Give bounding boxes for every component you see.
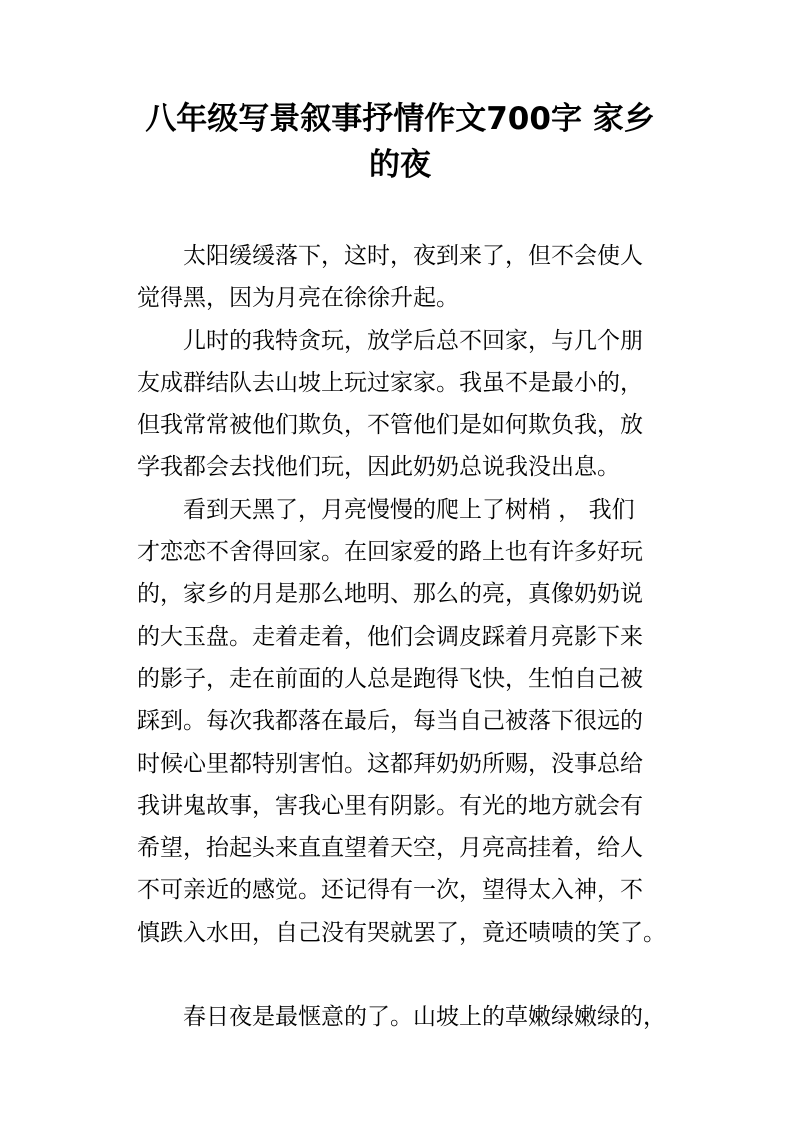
paragraph-2 <box>137 320 697 489</box>
paragraph-line: 的影子，走在前面的人总是跑得飞快，生怕自己被 <box>137 665 643 692</box>
paragraph-line: 友成群结队去山坡上玩过家家。我虽不是最小的， <box>137 369 643 396</box>
paragraph-line: 看到天黑了，月亮慢慢的爬上了树梢 ， 我们 <box>183 496 635 523</box>
title-line-2: 的夜 <box>369 147 431 183</box>
paragraph-line: 慎跌入水田，自己没有哭就罢了，竟还啧啧的笑了。 <box>137 919 666 946</box>
paragraph-line: 学我都会去找他们玩，因此奶奶总说我没出息。 <box>137 454 620 481</box>
paragraph-4 <box>137 996 697 1038</box>
paragraph-line: 才恋恋不舍得回家。在回家爱的路上也有许多好玩 <box>137 539 643 566</box>
paragraph-line: 春日夜是最惬意的了。山坡上的草嫩绿嫩绿的， <box>183 1004 666 1031</box>
title-line-1: 八年级写景叙事抒情作文700字 家乡 <box>145 101 655 137</box>
paragraph-line: 觉得黑，因为月亮在徐徐升起。 <box>137 285 459 312</box>
document-title <box>120 96 680 188</box>
article-body <box>137 235 697 1039</box>
paragraph-line: 的，家乡的月是那么地明、那么的亮，真像奶奶说 <box>137 581 643 608</box>
paragraph-1 <box>137 235 697 320</box>
paragraph-line: 我讲鬼故事，害我心里有阴影。有光的地方就会有 <box>137 792 643 819</box>
paragraph-line: 希望，抬起头来直直望着天空，月亮高挂着，给人 <box>137 835 643 862</box>
paragraph-spacer <box>137 954 697 996</box>
paragraph-line: 不可亲近的感觉。还记得有一次，望得太入神，不 <box>137 877 643 904</box>
paragraph-line: 太阳缓缓落下，这时，夜到来了，但不会使人 <box>183 243 643 269</box>
paragraph-line: 踩到。每次我都落在最后，每当自己被落下很远的 <box>137 708 643 735</box>
paragraph-line: 但我常常被他们欺负，不管他们是如何欺负我，放 <box>137 412 643 439</box>
paragraph-line: 的大玉盘。走着走着，他们会调皮踩着月亮影下来 <box>137 623 643 650</box>
paragraph-3 <box>137 489 697 954</box>
paragraph-line: 儿时的我特贪玩，放学后总不回家，与几个朋 <box>183 327 643 354</box>
paragraph-line: 时候心里都特别害怕。这都拜奶奶所赐，没事总给 <box>137 750 643 777</box>
